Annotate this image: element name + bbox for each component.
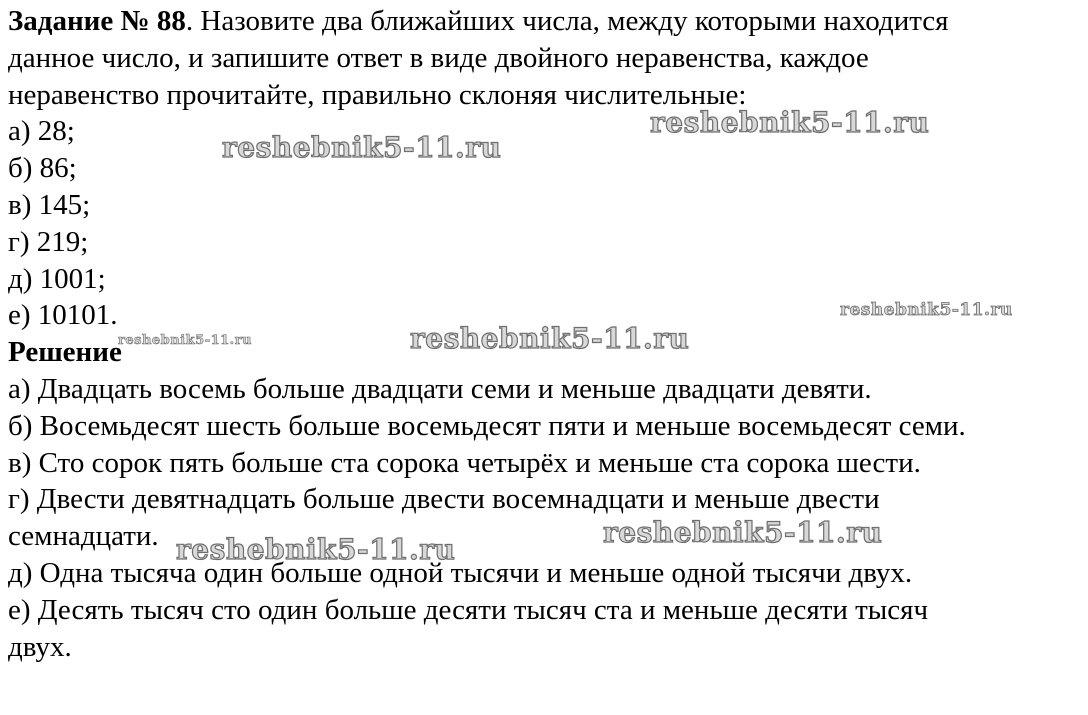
solution-line-c: в) Сто сорок пять больше ста сорока четырёх и меньше ста сорока шести. (8, 446, 921, 479)
task-item-d: г) 219; (8, 225, 89, 258)
solution-line-a: а) Двадцать восемь больше двадцати семи и меньше двадцати девяти. (8, 372, 872, 405)
watermark: reshebnik5-11.ru (603, 516, 883, 549)
task-item-a: а) 28; (8, 115, 75, 148)
task-item-f: е) 10101. (8, 299, 118, 332)
task-statement-line-3: неравенство прочитайте, правильно склоняя числительные: (8, 78, 747, 111)
watermark: reshebnik5-11.ru (176, 533, 456, 566)
task-label: Задание № 88 (8, 5, 186, 37)
task-statement-line-1 (8, 3, 1084, 40)
watermark: reshebnik5-11.ru (840, 300, 1013, 320)
task-item-c: в) 145; (8, 188, 91, 221)
watermark: reshebnik5-11.ru (222, 131, 502, 164)
task-statement-line-2: данное число, и запишите ответ в виде двойного неравенства, каждое (8, 41, 869, 74)
solution-line-b: б) Восемьдесят шесть больше восемьдесят пяти и меньше восемьдесят семи. (8, 409, 966, 442)
solution-line-e: д) Одна тысяча один больше одной тысячи и меньше одной тысячи двух. (8, 556, 913, 589)
watermark: reshebnik5-11.ru (410, 322, 690, 355)
task-text: . Назовите два ближайших числа, между которыми находится (185, 5, 949, 37)
solution-heading: Решение (8, 336, 122, 369)
task-item-e: д) 1001; (8, 262, 106, 295)
solution-line-d: г) Двести девятнадцать больше двести восемнадцати и меньше двести (8, 483, 880, 516)
solution-line-f-cont: двух. (8, 630, 72, 663)
watermark: reshebnik5-11.ru (118, 333, 253, 348)
solution-line-d-cont: семнадцати. (8, 520, 159, 553)
solution-line-f: е) Десять тысяч сто один больше десяти тысяч ста и меньше десяти тысяч (8, 593, 929, 626)
task-item-b: б) 86; (8, 152, 77, 185)
watermark: reshebnik5-11.ru (650, 106, 930, 139)
